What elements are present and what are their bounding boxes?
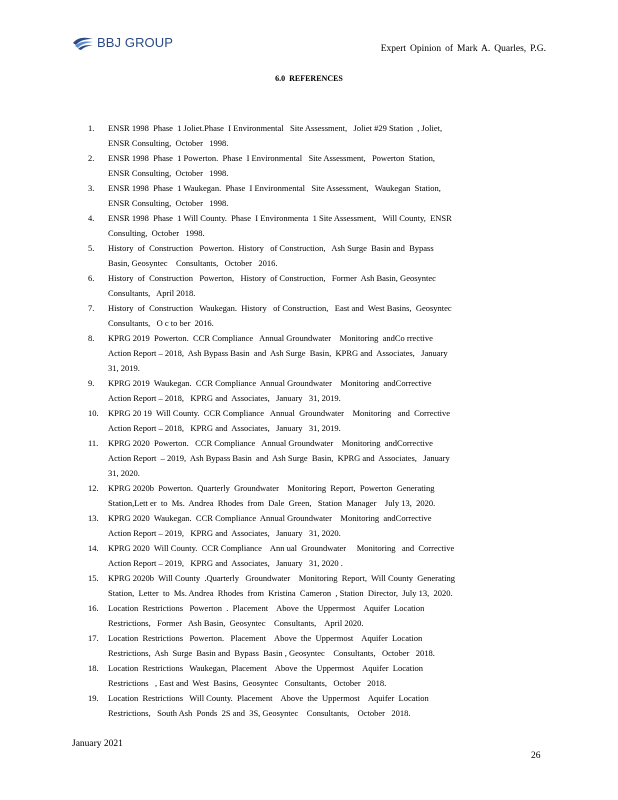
reference-text: History of Construction Waukegan. History of Construction, East and West Basins, Geosyntec Consultants, O c to ber 2016.	[108, 303, 452, 328]
reference-item	[88, 181, 536, 211]
reference-number: 4.	[88, 213, 95, 223]
reference-number: 16.	[88, 603, 99, 613]
reference-text: ENSR 1998 Phase 1 Will County. Phase I Environmenta 1 Site Assessment, Will County, ENSR Consulting, October 1998.	[108, 213, 452, 238]
reference-item	[88, 211, 536, 241]
reference-number: 2.	[88, 153, 95, 163]
reference-item	[88, 406, 536, 436]
reference-text: KPRG 2020 Powerton. CCR Compliance Annual Groundwater Monitoring andCorrective Action Report – 2019, Ash Bypass Basin and Ash Surge Basin, KPRG and Associates, January 31, 2020.	[108, 438, 450, 478]
reference-number: 8.	[88, 333, 95, 343]
reference-item	[88, 541, 536, 571]
reference-text: Location Restrictions Waukegan, Placement Above the Uppermost Aquifer Location Restrictions , East and West Basins, Geosyntec Consultants, October 2018.	[108, 663, 424, 688]
reference-number: 11.	[88, 438, 99, 448]
reference-item	[88, 301, 536, 331]
reference-text: KPRG 20 19 Will County. CCR Compliance Annual Groundwater Monitoring and Corrective Action Report – 2018, KPRG and Associates, January 31, 2019.	[108, 408, 450, 433]
reference-text: Location Restrictions Powerton. Placement Above the Uppermost Aquifer Location Restrictions, Ash Surge Basin and Bypass Basin , Geosyntec Consultants, October 2018.	[108, 633, 435, 658]
reference-item	[88, 121, 536, 151]
reference-item	[88, 241, 536, 271]
reference-number: 15.	[88, 573, 99, 583]
reference-text: KPRG 2020 Will County. CCR Compliance Ann ual Groundwater Monitoring and Corrective Action Report – 2019, KPRG and Associates, January 31, 2020 .	[108, 543, 455, 568]
reference-text: KPRG 2020b Powerton. Quarterly Groundwater Monitoring Report, Powerton Generating Station,Lett er to Ms. Andrea Rhodes from Dale Green, Station Manager July 13, 2020.	[108, 483, 436, 508]
reference-number: 9.	[88, 378, 95, 388]
reference-number: 7.	[88, 303, 95, 313]
reference-number: 14.	[88, 543, 99, 553]
reference-text: KPRG 2019 Powerton. CCR Compliance Annual Groundwater Monitoring andCo rrective Action Report – 2018, Ash Bypass Basin and Ash Surge Basin, KPRG and Associates, January 31, 2019.	[108, 333, 448, 373]
footer-date: January 2021	[72, 739, 123, 749]
reference-text: History of Construction Powerton. History of Construction, Ash Surge Basin and Bypass Basin, Geosyntec Consultants, October 2016.	[108, 243, 434, 268]
reference-item	[88, 436, 536, 481]
reference-text: KPRG 2020b Will County .Quarterly Groundwater Monitoring Report, Will County Generating Station, Letter to Ms. Andrea Rhodes from Kristina Cameron , Station Director, July 13, 2020.	[108, 573, 455, 598]
document-header: Expert Opinion of Mark A. Quarles, P.G.	[380, 44, 546, 54]
reference-item	[88, 661, 536, 691]
reference-text: KPRG 2020 Waukegan. CCR Compliance Annual Groundwater Monitoring andCorrective Action Report – 2019, KPRG and Associates, January 31, 2020.	[108, 513, 432, 538]
reference-item	[88, 151, 536, 181]
reference-text: KPRG 2019 Waukegan. CCR Compliance Annual Groundwater Monitoring andCorrective Action Report – 2018, KPRG and Associates, January 31, 2019.	[108, 378, 432, 403]
reference-text: ENSR 1998 Phase 1 Joliet.Phase I Environmental Site Assessment, Joliet #29 Station , Joliet, ENSR Consulting, October 1998.	[108, 123, 443, 148]
reference-number: 3.	[88, 183, 95, 193]
reference-number: 1.	[88, 123, 95, 133]
reference-item	[88, 481, 536, 511]
reference-list	[88, 121, 536, 721]
reference-number: 5.	[88, 243, 95, 253]
reference-item	[88, 691, 536, 721]
logo-text: BBJ GROUP	[97, 34, 174, 50]
reference-text: History of Construction Powerton, History of Construction, Former Ash Basin, Geosyntec Consultants, April 2018.	[108, 273, 436, 298]
reference-number: 13.	[88, 513, 99, 523]
reference-item	[88, 601, 536, 631]
reference-text: ENSR 1998 Phase 1 Waukegan. Phase I Environmental Site Assessment, Waukegan Station, ENSR Consulting, October 1998.	[108, 183, 441, 208]
reference-number: 10.	[88, 408, 99, 418]
reference-item	[88, 331, 536, 376]
reference-number: 18.	[88, 663, 99, 673]
section-title: 6.0 REFERENCES	[275, 74, 343, 83]
reference-text: Location Restrictions Powerton . Placement Above the Uppermost Aquifer Location Restrictions, Former Ash Basin, Geosyntec Consultants, April 2020.	[108, 603, 425, 628]
reference-text: Location Restrictions Will County. Placement Above the Uppermost Aquifer Location Restrictions, South Ash Ponds 2S and 3S, Geosyntec Consultants, October 2018.	[108, 693, 429, 718]
reference-item	[88, 631, 536, 661]
reference-text: ENSR 1998 Phase 1 Powerton. Phase I Environmental Site Assessment, Powerton Station, ENSR Consulting, October 1998.	[108, 153, 435, 178]
reference-item	[88, 376, 536, 406]
reference-number: 12.	[88, 483, 99, 493]
reference-number: 19.	[88, 693, 99, 703]
reference-item	[88, 271, 536, 301]
reference-item	[88, 571, 536, 601]
reference-number: 17.	[88, 633, 99, 643]
reference-item	[88, 511, 536, 541]
reference-number: 6.	[88, 273, 95, 283]
page-number: 26	[531, 751, 541, 761]
